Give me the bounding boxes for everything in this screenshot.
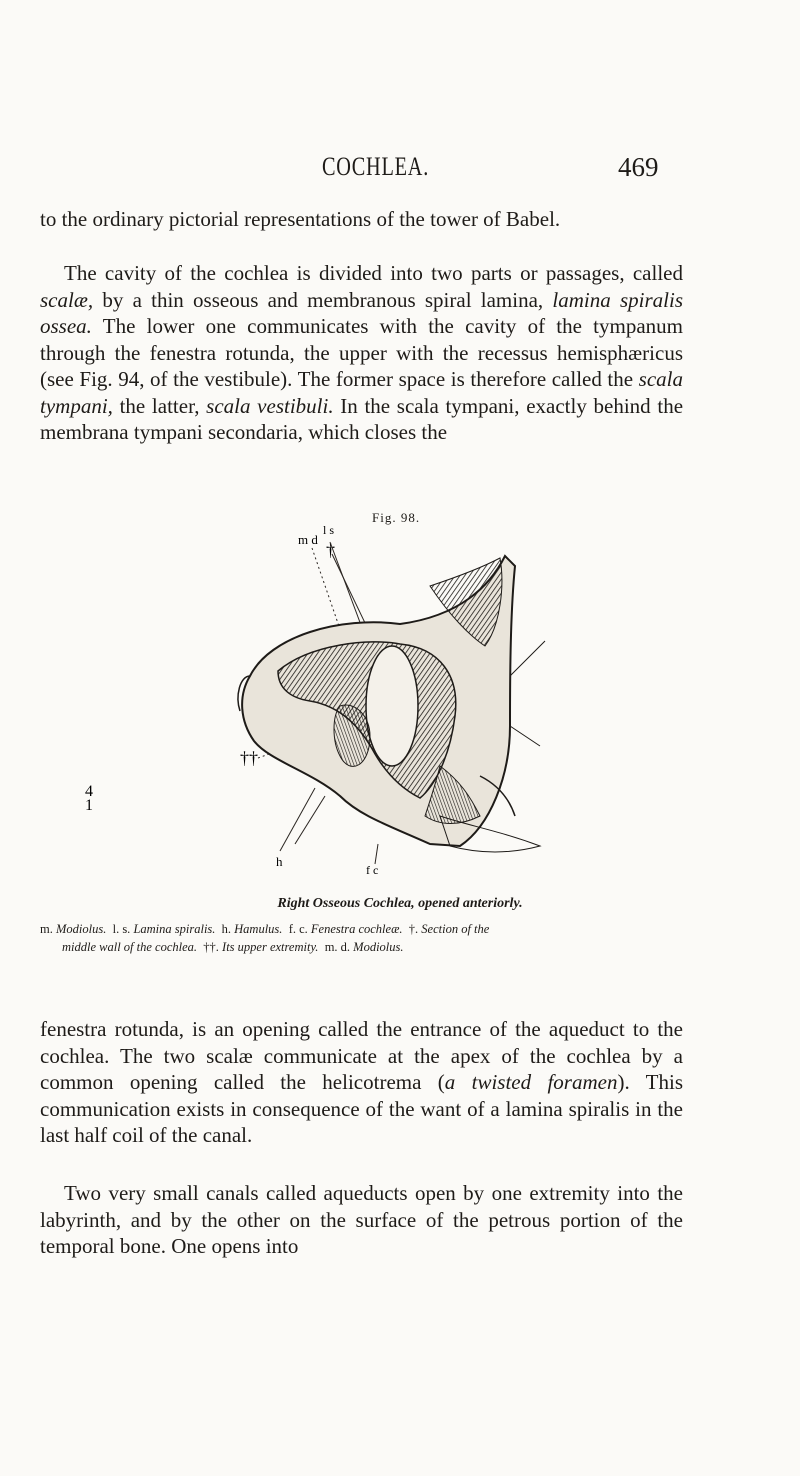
label-fc: f c [366,863,379,874]
cochlea-figure [40,526,720,874]
paragraph-3: fenestra rotunda, is an opening called the entrance of the aqueduct to the cochlea. The two scalæ communicate at the apex of the cochlea by a common opening called the helicotrema (a twisted foramen). This communication exists in consequence of the want of a lamina spiralis in the last half coil of the canal. [40,1017,683,1147]
label-md: m d [298,532,318,547]
svg-text:1: 1 [85,797,93,814]
figure-caption: Right Osseous Cochlea, opened anteriorly. [277,896,523,911]
figure-number: Fig. 98. [372,510,421,525]
page-number: 469 [618,152,659,182]
running-title: COCHLEA. [322,152,430,181]
label-left-mark: 4 [85,783,93,800]
paragraph-2: The cavity of the cochlea is divided into two parts or passages, called scalæ, by a thin osseous and membranous spiral lamina, lamina spiralis ossea. The lower one communicates with the cavity of the tympanum through the fenestra rotunda, the upper with the recessus hemisphæricus (see Fig. 94, of the vestibule). The former space is therefore called the scala tympani, the latter, scala vestibuli. In the scala tympani, exactly behind the membrana tympani secondaria, which closes the [40,261,684,444]
figure-legend: m. Modiolus. l. s. Lamina spiralis. h. Hamulus. f. c. Fenestra cochleæ. †. Section of the middle wall of the cochlea. ††. Its upper extremity. m. d. Modiolus. [40,922,490,954]
label-ls: l s [323,526,335,537]
paragraph-4: Two very small canals called aqueducts open by one extremity into the labyrinth, and by the other on the surface of the petrous portion of the temporal bone. One opens into [40,1181,683,1258]
paragraph-1: to the ordinary pictorial representations of the tower of Babel. [40,207,561,231]
cochlea-drawing [238,556,545,852]
page-header [0,152,800,192]
label-double-dagger: †† [240,748,258,768]
label-h: h [276,854,283,869]
label-dagger-top: † [326,540,335,560]
